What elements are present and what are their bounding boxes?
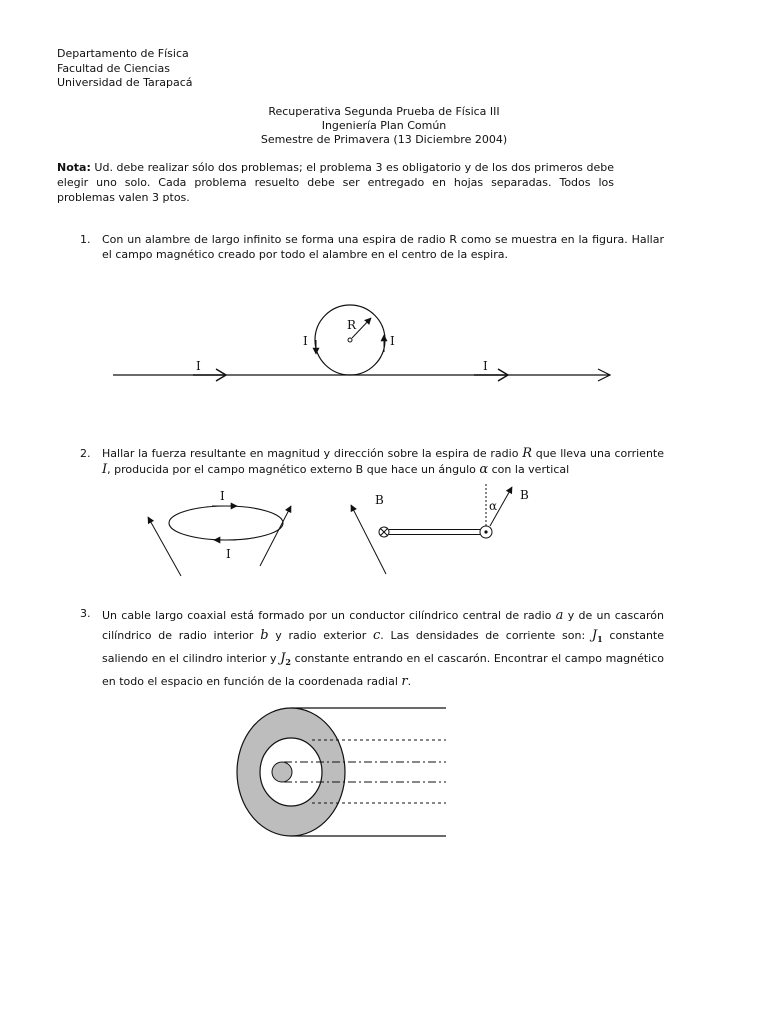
header-department: Departamento de Física	[57, 47, 189, 60]
problem-1-text: Con un alambre de largo infinito se forma una espira de radio R como se muestra en la figura. Hallar el campo magnético creado por todo el alambre en el centro de la espira.	[102, 233, 664, 261]
var-c: c	[373, 628, 381, 643]
label-I-left: I	[196, 359, 201, 373]
field-arrow-left	[148, 517, 181, 576]
var-R: R	[522, 446, 532, 461]
problem-3-number: 3.	[80, 607, 91, 620]
var-J2: $J_2$	[280, 651, 291, 667]
label-I-loop-left: I	[303, 334, 308, 348]
current-loop-ellipse	[169, 506, 283, 540]
label-I-top: I	[220, 489, 225, 503]
note-text: Ud. debe realizar sólo dos problemas; el problema 3 es obligatorio y de los dos primeros debe elegir uno solo. Cada problema resuelto debe ser entregado en hojas separadas. Todos los problemas valen 3 ptos.	[57, 161, 614, 204]
label-B-left: B	[375, 493, 384, 507]
header-university: Universidad de Tarapacá	[57, 76, 193, 89]
label-alpha: α	[489, 499, 498, 513]
var-a: a	[555, 608, 564, 623]
label-R: R	[347, 318, 357, 332]
note-label: Nota:	[57, 161, 91, 174]
exam-subtitle: Ingeniería Plan Común	[321, 119, 447, 132]
problem-1-number: 1.	[80, 233, 91, 246]
var-I: I	[102, 462, 108, 477]
loop-circle	[315, 305, 385, 375]
figure-3-coaxial-cable	[237, 708, 446, 836]
figure-2-loop-in-field	[148, 484, 529, 576]
exam-date: Semestre de Primavera (13 Diciembre 2004)	[260, 133, 508, 146]
label-B-right: B	[520, 488, 529, 502]
field-arrow-side	[351, 505, 386, 574]
label-I-right: I	[483, 359, 488, 373]
loop-center	[348, 338, 352, 342]
dot-mark	[484, 530, 487, 533]
problem-2-text: Hallar la fuerza resultante en magnitud y dirección sobre la espira de radio R que lleva una corriente I, producida por el campo magnético externo B que hace un ángulo α con la vertical	[102, 446, 664, 477]
header-faculty: Facultad de Ciencias	[57, 62, 170, 75]
var-r: r	[401, 674, 408, 689]
var-alpha: α	[479, 462, 489, 477]
problem-3-text: Un cable largo coaxial está formado por un conductor cilíndrico central de radio a y de un cascarón cilíndrico de radio interior b y radio exterior c. Las densidades de corriente son: $J_1$ constante saliendo en el cilindro interior y $J_2$ constante entrando en el cascarón. Encontrar el campo magnético en todo el espacio en función de la coordenada radial r.	[102, 608, 665, 689]
label-I-loop-right: I	[390, 334, 395, 348]
figure-1-wire-loop	[113, 305, 610, 381]
central-conductor	[272, 762, 292, 782]
problem-2-number: 2.	[80, 447, 91, 460]
label-I-bottom: I	[226, 547, 231, 561]
var-b: b	[260, 628, 269, 643]
exam-title: Recuperativa Segunda Prueba de Física III	[268, 105, 500, 118]
var-J1: $J_1$	[591, 628, 603, 644]
